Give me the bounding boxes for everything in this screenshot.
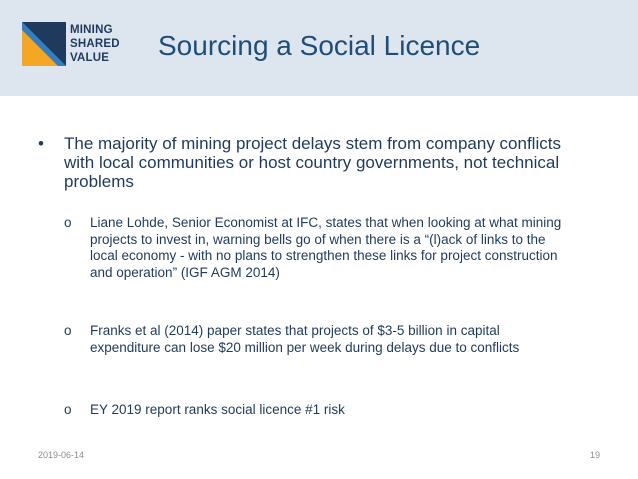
logo-line-3: VALUE: [70, 52, 110, 64]
logo-wordmark: [70, 23, 120, 65]
page-number: 19: [589, 450, 600, 460]
footer-date: 2019-06-14: [38, 450, 85, 460]
logo-mark-icon: [22, 22, 66, 66]
bullet-dot: •: [38, 134, 44, 153]
logo-line-2: SHARED: [70, 38, 120, 50]
main-bullet-text: The majority of mining project delays stem from company conflicts with local communities or host country governments, not technical problems: [64, 134, 561, 191]
sub-bullet-text: Liane Lohde, Senior Economist at IFC, states that when looking at what mining projects to invest in, warning bells go of when there is a “(l)ack of links to the local economy - with no plans to strengthen these links for project construction and operation” (IGF AGM 2014): [90, 215, 562, 280]
slide-title: Sourcing a Social Licence: [158, 30, 481, 61]
header-band: [0, 0, 638, 96]
sub-bullet-text: Franks et al (2014) paper states that projects of $3-5 billion in capital expenditure can lose $20 million per week during delays due to conflicts: [90, 323, 520, 355]
sub-bullet-text: EY 2019 report ranks social licence #1 risk: [90, 402, 345, 417]
sub-bullet-mark: o: [64, 215, 72, 230]
sub-bullet-mark: o: [64, 323, 72, 338]
sub-bullet-mark: o: [64, 402, 72, 417]
logo-line-1: MINING: [70, 24, 113, 36]
mining-shared-value-logo: [22, 22, 147, 70]
